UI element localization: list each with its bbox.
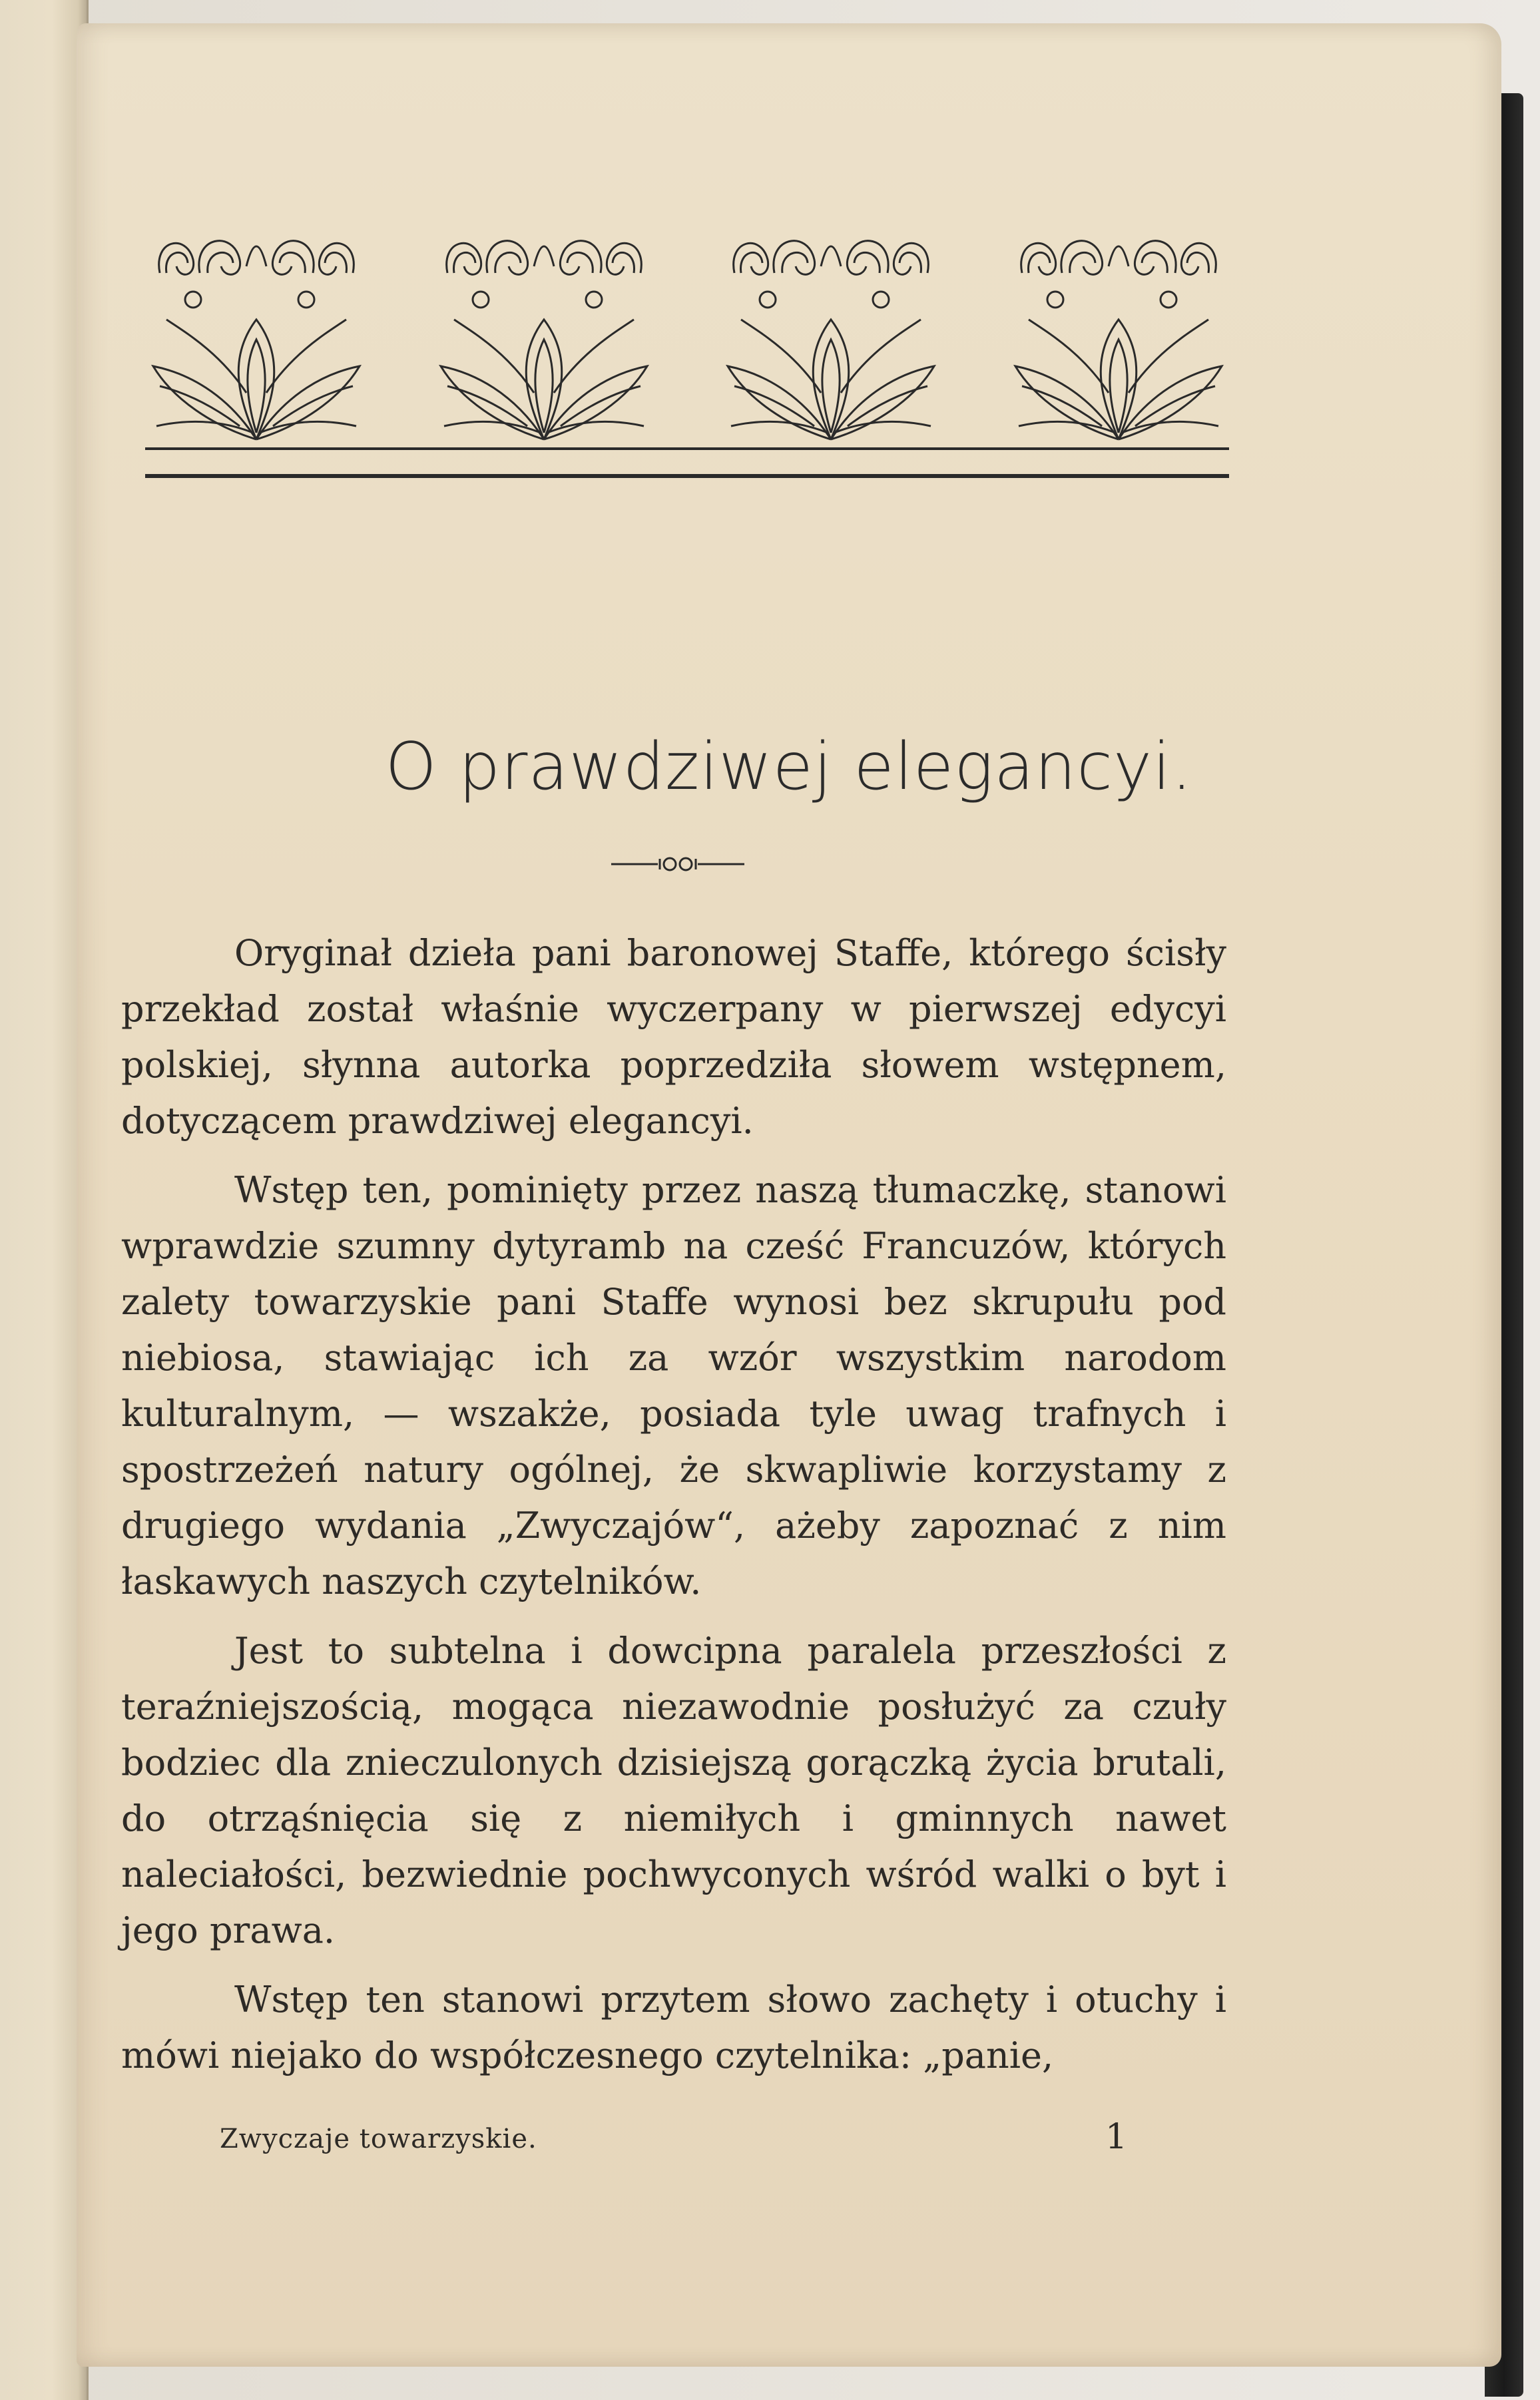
body-text — [121, 925, 1226, 2097]
running-title: Zwyczaje towarzyskie. — [220, 2124, 537, 2154]
chapter-title: O prawdziwej elegancyi. — [385, 729, 1193, 805]
paragraph: Wstęp ten stanowi przytem słowo zachęty i otuchy i mówi niejako do współczesnego czytelnika: „panie, — [121, 1979, 1226, 2076]
paragraph: Jest to subtelna i dowcipna paralela przeszłości z teraźniejszością, mogąca niezawodnie posłużyć za czuły bodziec dla znieczulonych dzisiejszą gorączką życia brutali, do otrząśnięcia się z niemiłych i gminnych nawet naleciałości, bezwiednie pochwyconych wśród walki o byt i jego prawa. — [121, 1630, 1226, 1951]
header-rule-thick — [145, 474, 1229, 478]
paragraph: Wstęp ten, pominięty przez naszą tłumaczkę, stanowi wprawdzie szumny dytyramb na cześć Francuzów, których zalety towarzyskie pani Staffe wynosi bez skrupułu pod niebiosa, stawiając ich za wzór wszystkim narodom kulturalnym, — wszakże, posiada tyle uwag trafnych i spostrzeżeń natury ogólnej, że skwapliwie korzystamy z drugiego wydania „Zwyczajów“, ażeby zapoznać z nim łaskawych naszych czytelników. — [121, 1169, 1226, 1602]
title-divider-ornament — [611, 851, 744, 877]
lotus-ornament-icon — [721, 220, 941, 466]
lotus-ornament-icon — [434, 220, 654, 466]
lotus-ornament-icon — [1009, 220, 1228, 466]
header-rule-thin — [145, 447, 1229, 450]
lotus-ornament-icon — [146, 220, 366, 466]
page-footer — [220, 2117, 1152, 2164]
left-page-edge — [0, 0, 89, 2400]
page-number: 1 — [1105, 2117, 1128, 2157]
paragraph: Oryginał dzieła pani baronowej Staffe, którego ścisły przekład został właśnie wyczerpany w pierwszej edycyi polskiej, słynna autorka poprzedziła słowem wstępnem, dotyczącem prawdziwej elegancyi. — [121, 932, 1226, 1142]
header-ornament-row — [146, 220, 1228, 466]
